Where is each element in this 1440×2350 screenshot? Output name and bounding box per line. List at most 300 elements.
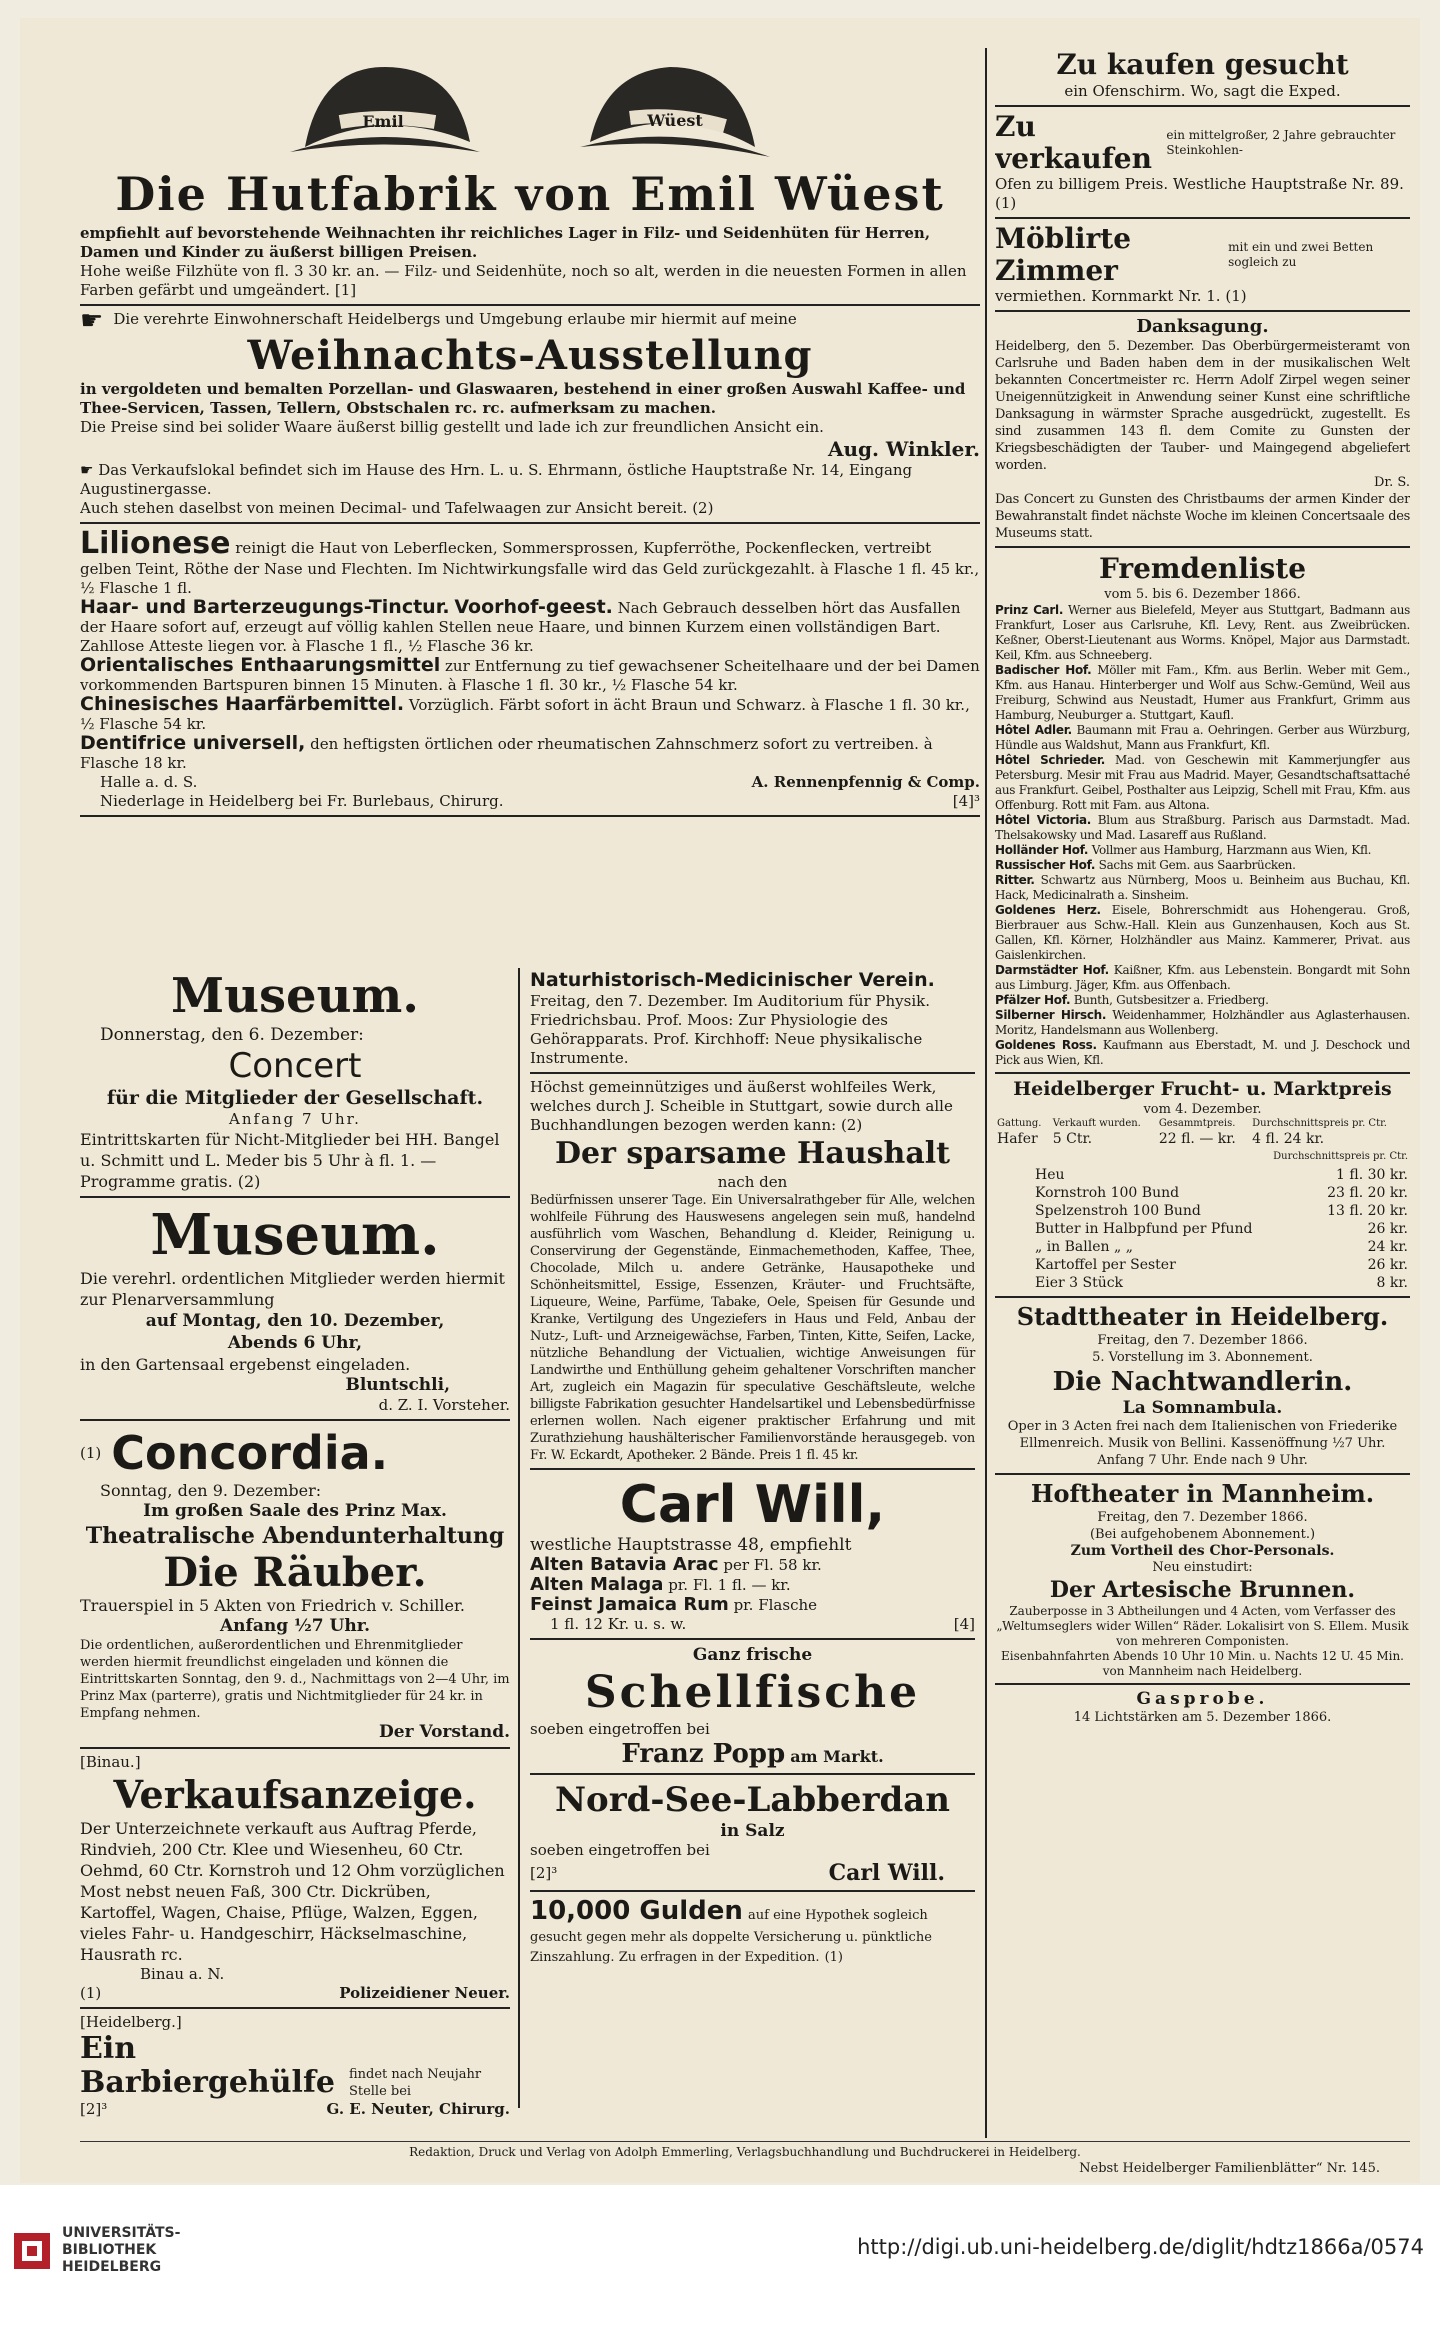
thanks-sig: Dr. S.	[1373, 475, 1410, 490]
rooms-body: vermiethen. Kornmarkt Nr. 1.	[995, 287, 1221, 305]
lilionese-text: reinigt die Haut von Leberflecken, Sommersprossen, Kupferröthe, Pockenflecken, vertreibt gelben Teint, Röthe der Nase und Flechten. Im Nichtwirkungsfalle wird das Geld zurückgezahlt. à Flasche 1 fl. 45 kr., ½ Flasche 1 fl.	[80, 539, 980, 597]
will-line1	[530, 1555, 975, 1575]
guest-hotel: Holländer Hof.	[995, 843, 1089, 857]
will-line4-row	[530, 1615, 975, 1634]
thanks-body: Heidelberg, den 5. Dezember. Das Oberbürgermeisteramt von Carlsruhe und Baden haben dem in der musikalischen Welt bekannten Concertmeister rc. Herrn Adolf Zirpel wegen seiner Uneigennützigkeit in Anwendung seiner Kunst eine schriftliche Danksagung in wärmster Sprache ausgedrückt, zugestellt. Es sind zusammen 143 fl. dem Comite zu Gunsten der Kriegsbeschädigten der Tauber- und Maingegend abgeliefert worden.	[995, 339, 1410, 473]
market-sub-row	[995, 1148, 1410, 1166]
market-cell: Heu	[1035, 1167, 1065, 1183]
market-cell: 26 kr.	[1367, 1221, 1408, 1237]
market-header: Durchschnittspreis pr. Ctr.	[1252, 1118, 1387, 1129]
rule	[80, 1196, 510, 1198]
rule	[995, 546, 1410, 548]
guest-text: Bunth, Gutsbesitzer a. Friedberg.	[1073, 993, 1269, 1007]
pointing-hand-icon: ☛	[80, 461, 99, 479]
haddock-pre: Ganz frische	[692, 1645, 813, 1665]
haddock-ad	[530, 1644, 975, 1769]
museum1-start: Anfang 7 Uhr.	[229, 1110, 361, 1128]
guest-entry	[995, 1038, 1410, 1068]
labberdan-ad	[530, 1779, 975, 1886]
guest-text: Kaißner, Kfm. aus Lebenstein. Bongardt mit Sohn aus Limburg. Jäger, Kfm. aus Offenbach.	[995, 963, 1410, 992]
hat-factory-mark: [1]	[334, 281, 357, 299]
rooms-mark: (1)	[1225, 287, 1247, 305]
museum2-place: in den Gartensaal ergebenst eingeladen.	[80, 1355, 411, 1374]
court-theatre-date: Freitag, den 7. Dezember 1866.	[1097, 1510, 1308, 1525]
subcolumn-b	[530, 968, 975, 1966]
market-sub-table	[995, 1166, 1410, 1292]
haar-row	[80, 598, 980, 656]
christmas-scales-text: Auch stehen daselbst von meinen Decimal- und Tafelwaagen zur Ansicht bereit.	[80, 499, 688, 517]
society-body: Freitag, den 7. Dezember. Im Auditorium für Physik. Friedrichsbau. Prof. Moos: Zur Physiologie des Gehörapparats. Prof. Kirchhoff: Neue physikalische Instrumente.	[530, 992, 931, 1067]
labberdan-arrived: soeben eingetroffen bei	[530, 1841, 710, 1859]
barber-place: [Heidelberg.]	[80, 2013, 182, 2031]
court-theatre-title: Hoftheater in Mannheim.	[1030, 1479, 1375, 1508]
household-nach: nach den	[717, 1173, 788, 1191]
market-cell: 24 kr.	[1367, 1239, 1408, 1255]
guest-hotel: Russischer Hof.	[995, 858, 1096, 872]
column-divider	[518, 968, 520, 2108]
rooms-body-row	[995, 287, 1410, 306]
rooms-ad	[995, 223, 1410, 306]
museum2-title: Museum.	[150, 1202, 440, 1268]
sale-body: Der Unterzeichnete verkauft aus Auftrag Pferde, Rindvieh, 200 Ctr. Klee und Wiesenheu, 60 Ctr. Oehmd, 60 Ctr. Kornstroh und 12 Ohm vorzüglichen Most nebst neuen Faß, 300 Ctr. Dickrüben, Kartoffel, Wagen, Chaise, Pflüge, Walzen, Eggen, vieles Fahr- u. Handgeschirr, Häckselmaschine, Hausrath rc.	[80, 1819, 505, 1964]
museum-concert-ad	[80, 968, 510, 1192]
gas-test	[995, 1689, 1410, 1726]
city-theatre-ad	[995, 1302, 1410, 1469]
cosmetics-mark: [4]³	[952, 792, 980, 810]
hat-right-image	[575, 52, 775, 162]
gas-title: Gasprobe.	[1136, 1689, 1269, 1709]
museum1-members: für die Mitglieder der Gesellschaft.	[106, 1087, 484, 1109]
rule	[995, 310, 1410, 312]
will-line2	[530, 1575, 975, 1595]
for-sale-mark: (1)	[995, 194, 1017, 212]
dentifrice-text: den heftigsten örtlichen oder rheumatischen Zahnschmerz sofort zu vertreiben. à Flasche 18 kr.	[80, 735, 933, 772]
museum1-title: Museum.	[171, 968, 419, 1024]
market-title: Heidelberger Frucht- u. Marktpreis	[1013, 1078, 1392, 1100]
sale-sig-row	[80, 1984, 510, 2003]
household-intro-text: Höchst gemeinnütziges und äußerst wohlfeiles Werk, welches durch J. Scheible in Stuttgart, sowie durch alle Buchhandlungen bezogen werden kann:	[530, 1078, 953, 1134]
market-row	[995, 1166, 1410, 1184]
barber-title: Ein Barbiergehülfe	[80, 2031, 335, 2100]
rule	[80, 2007, 510, 2009]
guest-hotel: Goldenes Ross.	[995, 1038, 1097, 1052]
wanted-ad	[995, 48, 1410, 101]
will-malaga: Alten Malaga	[530, 1574, 664, 1595]
market-cell: 13 fl. 20 kr.	[1327, 1203, 1408, 1219]
museum1-tickets	[80, 1129, 510, 1192]
sale-place: [Binau.]	[80, 1753, 141, 1771]
guest-text: Werner aus Bielefeld, Meyer aus Stuttgart, Badmann aus Frankfurt, Loser aus Carlsruhe, Kfl. Levy, Rent. aus Zweibrücken. Keßner, Oberst-Lieutenant aus Worms. Knöpel, Major aus Darmstadt. Keil, Kfm. aus Schneeberg.	[995, 603, 1410, 662]
for-sale-ad	[995, 111, 1410, 213]
hat-factory-body: empfiehlt auf bevorstehende Weihnachten ihr reichliches Lager in Filz- und Seidenhüten für Herren, Damen und Kinder zu äußerst billigen Preisen.	[80, 224, 931, 261]
library-line1: UNIVERSITÄTS-	[62, 2225, 181, 2241]
labberdan-seller: Carl Will.	[828, 1860, 945, 1886]
rule	[530, 1773, 975, 1775]
christmas-intro-row	[80, 306, 980, 336]
market-header: Verkauft wurden.	[1052, 1118, 1141, 1129]
will-rum: Feinst Jamaica Rum	[530, 1594, 729, 1615]
market-cell: „ in Ballen „ „	[1035, 1239, 1133, 1255]
for-sale-body-row	[995, 175, 1410, 213]
market-prices	[995, 1078, 1410, 1292]
viewer-footer	[0, 2185, 1440, 2350]
market-row	[995, 1238, 1410, 1256]
guest-entry	[995, 858, 1410, 873]
museum1-date: Donnerstag, den 6. Dezember:	[100, 1025, 364, 1045]
city-theatre-title: Stadttheater in Heidelberg.	[1016, 1302, 1389, 1331]
guest-hotel: Hôtel Adler.	[995, 723, 1072, 737]
concordia-date: Sonntag, den 9. Dezember:	[100, 1481, 322, 1500]
market-date: vom 4. Dezember.	[1143, 1102, 1262, 1117]
haar-name: Haar- und Barterzeugungs-Tinctur.	[80, 596, 450, 618]
guest-text: Sachs mit Gem. aus Saarbrücken.	[1098, 858, 1296, 872]
carl-will-ad	[530, 1474, 975, 1634]
market-cell: Kornstroh 100 Bund	[1035, 1185, 1180, 1201]
hat-left-image	[285, 52, 485, 162]
sale-town: Binau a. N.	[140, 1965, 225, 1983]
dentifrice-name: Dentifrice universell,	[80, 732, 306, 754]
city-theatre-play2: La Somnambula.	[1122, 1398, 1283, 1418]
market-cell: Butter in Halbpfund per Pfund	[1035, 1221, 1253, 1237]
court-theatre-rail: Eisenbahnfahrten Abends 10 Uhr 10 Min. u. Nachts 12 U. 45 Min. von Mannheim nach Heidelberg.	[1000, 1649, 1404, 1678]
market-header: Gattung.	[997, 1118, 1042, 1129]
gas-text: 14 Lichtstärken am 5. Dezember 1866.	[1073, 1710, 1332, 1725]
hat-factory-line2	[80, 262, 980, 300]
guest-hotel: Badischer Hof.	[995, 663, 1092, 677]
guest-entry	[995, 843, 1410, 858]
will-arac-price: per Fl. 58 kr.	[723, 1556, 822, 1574]
guest-text: Vollmer aus Hamburg, Harzmann aus Wien, Kfl.	[1091, 843, 1372, 857]
pointing-hand-icon: ☛	[80, 306, 104, 336]
cosmetics-firm: A. Rennenpfennig & Comp.	[751, 773, 980, 791]
guest-text: Kaufmann aus Eberstadt, M. und J. Deschock und Pick aus Wien, Kfl.	[995, 1038, 1410, 1067]
mortgage-ad	[530, 1896, 975, 1966]
guest-entries	[995, 603, 1410, 1068]
will-arac: Alten Batavia Arac	[530, 1554, 719, 1575]
market-row	[995, 1256, 1410, 1274]
left-wide-column	[80, 48, 980, 2133]
guest-text: Schwartz aus Nürnberg, Moos u. Beinheim aus Buchau, Kfl. Hack, Medicinalrath a. Sinsheim.	[995, 873, 1410, 902]
museum2-date: auf Montag, den 10. Dezember,	[145, 1311, 445, 1331]
rule	[530, 1638, 975, 1640]
rule	[995, 1683, 1410, 1685]
thanks-notice	[995, 316, 1410, 542]
mortgage-mark: (1)	[824, 1950, 844, 1965]
market-header: Gesammtpreis.	[1158, 1118, 1236, 1129]
museum-assembly-ad	[80, 1202, 510, 1415]
rule	[995, 1473, 1410, 1475]
labberdan-sig-row	[530, 1860, 975, 1886]
city-theatre-play: Die Nachtwandlerin.	[1052, 1367, 1353, 1397]
christmas-shop-text: Das Verkaufslokal befindet sich im Hause des Hrn. L. u. S. Ehrmann, östliche Hauptstraße Nr. 14, Eingang Augustinergasse.	[80, 461, 913, 498]
christmas-title: Weihnachts-Ausstellung	[247, 332, 813, 379]
guest-hotel: Hôtel Victoria.	[995, 813, 1092, 827]
library-line2: BIBLIOTHEK	[62, 2242, 157, 2258]
guest-entry	[995, 603, 1410, 663]
sale-title: Verkaufsanzeige.	[113, 1772, 477, 1817]
will-mark: [4]	[953, 1615, 975, 1633]
cosmetics-ad	[80, 528, 980, 811]
market-row	[995, 1202, 1410, 1220]
for-sale-side: ein mittelgroßer, 2 Jahre gebrauchter Steinkohlen-	[1166, 128, 1396, 157]
concordia-desc: Trauerspiel in 5 Akten von Friedrich v. Schiller.	[80, 1596, 465, 1615]
will-malaga-price: pr. Fl. 1 fl. — kr.	[668, 1576, 791, 1594]
guest-entry	[995, 723, 1410, 753]
will-title: Carl Will,	[619, 1475, 886, 1535]
cosmetics-niederlage: Niederlage in Heidelberg bei Fr. Burlebaus, Chirurg.	[100, 792, 504, 810]
museum2-sig: Bluntschli,	[345, 1375, 450, 1395]
will-rum-price: pr. Flasche	[733, 1596, 818, 1614]
museum2-sig2: d. Z. I. Vorsteher.	[378, 1396, 510, 1414]
christmas-mark: (2)	[692, 499, 714, 517]
christmas-body: in vergoldeten und bemalten Porzellan- und Glaswaaren, bestehend in einer großen Auswahl Kaffee- und Thee-Servicen, Tassen, Tellern, Obstschalen rc. rc. aufmerksam zu machen.	[80, 380, 966, 417]
market-row	[995, 1130, 1410, 1148]
orient-name: Orientalisches Enthaarungsmittel	[80, 654, 441, 676]
source-url[interactable]: http://digi.ub.uni-heidelberg.de/diglit/hdtz1866a/0574	[857, 2235, 1424, 2259]
concordia-body: Die ordentlichen, außerordentlichen und Ehrenmitglieder werden hiermit freundlichst eingeladen und können die Eintrittskarten Sonntag, den 9. d., Nachmittags von 2—4 Uhr, im Prinz Max (parterre), gratis und Nichtmitglieder für 24 kr. in Empfang nehmen.	[80, 1638, 510, 1721]
market-cell: 8 kr.	[1376, 1275, 1408, 1291]
will-line3	[530, 1595, 975, 1615]
library-logo	[12, 2225, 180, 2276]
guest-hotel: Goldenes Herz.	[995, 903, 1101, 917]
haddock-seller: Franz Popp	[621, 1739, 786, 1769]
orient-row	[80, 656, 980, 695]
rule	[530, 1890, 975, 1892]
christmas-prices: Die Preise sind bei solider Waare äußerst billig gestellt und lade ich zur freundlichen Ansicht ein.	[80, 418, 824, 436]
market-cell: Hafer	[997, 1131, 1038, 1147]
rooms-side: mit ein und zwei Betten sogleich zu	[1228, 240, 1374, 269]
library-name	[62, 2225, 180, 2276]
guest-text: Blum aus Straßburg. Parisch aus Darmstadt. Mad. Thelsakowsky und Mad. Lasareff aus Rußland.	[995, 813, 1410, 842]
wanted-body: ein Ofenschirm. Wo, sagt die Exped.	[1064, 82, 1341, 100]
guest-hotel: Pfälzer Hof.	[995, 993, 1071, 1007]
hat-illustrations	[80, 52, 980, 162]
court-theatre-desc: Zauberposse in 3 Abtheilungen und 4 Acten, vom Verfasser des „Weltumseglers wider Willen“ Räder. Lokalisirt von S. Ellem. Musik von mehreren Componisten.	[996, 1604, 1409, 1648]
guest-list-title: Fremdenliste	[1098, 552, 1307, 585]
thanks-title: Danksagung.	[1136, 316, 1269, 337]
rule	[80, 1747, 510, 1749]
right-column	[995, 48, 1410, 2133]
christmas-exhibition-ad	[80, 306, 980, 518]
newspaper-page	[20, 18, 1420, 2183]
guest-text: Mad. von Geschewin mit Kammerjungfer aus Petersburg. Mesir mit Frau aus Madrid. Mayer, Gesandtschaftsattaché aus Frankfurt. Geibel, Posthalter aus Leipzig, Schell mit Frau, Kfm. aus Offenburg. Rott mit Fam. aus Altona.	[995, 753, 1410, 812]
chines-text: Vorzüglich. Färbt sofort in ächt Braun und Schwarz. à Flasche 1 fl. 30 kr., ½ Flasche 54 kr.	[80, 696, 970, 733]
guest-entry	[995, 1008, 1410, 1038]
labberdan-mark: [2]³	[530, 1863, 558, 1882]
for-sale-title-row	[995, 111, 1410, 175]
concordia-event: Theatralische Abendunterhaltung	[85, 1523, 505, 1549]
barber-ad	[80, 2013, 510, 2119]
imprint	[80, 2138, 1410, 2177]
mortgage-row	[530, 1896, 975, 1966]
hat-factory-ad	[80, 52, 980, 300]
thanks-concert: Das Concert zu Gunsten des Christbaums der armen Kinder der Bewahranstalt findet nächste Woche im kleinen Concertsaale des Museums statt.	[995, 492, 1410, 541]
guest-list-dates: vom 5. bis 6. Dezember 1866.	[1104, 587, 1301, 602]
guest-entry	[995, 813, 1410, 843]
will-address: westliche Hauptstrasse 48, empfiehlt	[530, 1535, 852, 1555]
concordia-title: Concordia.	[111, 1426, 389, 1480]
market-cell: Spelzenstroh 100 Bund	[1035, 1203, 1201, 1219]
cosmetics-halle: Halle a. d. S.	[100, 773, 198, 791]
guest-hotel: Prinz Carl.	[995, 603, 1064, 617]
cosmetics-niederlage-row	[80, 792, 980, 811]
rule	[995, 1296, 1410, 1298]
museum2-intro: Die verehrl. ordentlichen Mitglieder werden hiermit zur Plenarversammlung	[80, 1269, 505, 1309]
will-line4: 1 fl. 12 Kr. u. s. w.	[550, 1615, 687, 1633]
chines-row	[80, 695, 980, 734]
supplement-text: Nebst Heidelberger Familienblätter“ Nr. 145.	[1079, 2161, 1380, 2176]
market-cell: 23 fl. 20 kr.	[1327, 1185, 1408, 1201]
market-cell: 22 fl. — kr.	[1158, 1131, 1236, 1147]
market-sub: Durchschnittspreis pr. Ctr.	[1273, 1151, 1408, 1162]
guest-entry	[995, 753, 1410, 813]
guest-text: Möller mit Fam., Kfm. aus Berlin. Weber mit Gem., Kfm. aus Hanau. Hinterberger und Wolf aus Schw.-Gemünd, Weil aus Freiburg, Schwind aus Neustadt, Humer aus Frankfurt, Grimm aus Hamburg, Neuburger a. Stuttgart, Kaufl.	[995, 663, 1410, 722]
household-book-ad	[530, 1078, 975, 1464]
rule	[530, 1072, 975, 1074]
christmas-scales	[80, 499, 980, 518]
market-cell: 26 kr.	[1367, 1257, 1408, 1273]
barber-text: findet nach Neujahr Stelle bei	[348, 2067, 482, 2099]
city-theatre-date: Freitag, den 7. Dezember 1866.	[1097, 1333, 1308, 1348]
household-title: Der sparsame Haushalt	[554, 1136, 951, 1171]
lilionese-row	[80, 528, 980, 598]
court-theatre-neu: Neu einstudirt:	[1152, 1560, 1253, 1575]
subcolumn-a	[80, 968, 510, 2119]
sale-mark: (1)	[80, 1984, 102, 2002]
concordia-mark: (1)	[80, 1443, 102, 1462]
market-cell: 4 fl. 24 kr.	[1252, 1131, 1325, 1147]
household-intro	[530, 1078, 975, 1135]
concordia-place: Im großen Saale des Prinz Max.	[143, 1501, 447, 1521]
hat-factory-title: Die Hutfabrik von Emil Wüest	[115, 167, 945, 221]
guest-hotel: Hôtel Schrieder.	[995, 753, 1106, 767]
christmas-intro: Die verehrte Einwohnerschaft Heidelbergs und Umgebung erlaube mir hiermit auf meine	[113, 310, 797, 328]
household-body: Bedürfnissen unserer Tage. Ein Universalrathgeber für Alle, welchen wohlfeile Führung des Hauswesens angelegen sein muß, handelnd ausführlich vom Waschen, Behandlung d. Kleider, Reinigung u. Conservirung der Gegenstände, Einmachemethoden, Kaffee, Thee, Chocolade, Milch u. andere Getränke, Hausapotheke und Schönheitsmittel, Essige, Essenzen, Kräuter- und Fruchtsäfte, Liqueure, Weine, Parfüme, Tabake, Oele, Speisen für Gesunde und Kranke, Vertilgung des Ungeziefers in Haus und Feld, Anbau der Nutz-, Luft- und Arzneigewächse, Farben, Tinten, Kitte, Seifen, Lacke, nützliche Behandlung der Victualien, wichtige Anweisungen für Landwirthe und Enthüllung geheim gehaltener Vorschriften mancher Art, zugleich ein Magazin für speculative Geschäftsleute, welche billigste Fabrikation gesuchter Handelsartikel und Lebensbedürfnisse erlernen wollen. Nach eigener praktischer Erfahrung und mit Zurathziehung haushälterischer Familienvorstände herausgegeb. von Fr. W. Eckardt, Apotheker. 2 Bände. Preis 1 fl. 45 kr.	[530, 1193, 975, 1463]
cosmetics-firm-row	[80, 773, 980, 792]
market-row	[995, 1274, 1410, 1292]
haddock-arrived: soeben eingetroffen bei	[530, 1720, 710, 1738]
rule	[995, 105, 1410, 107]
market-cell: 5 Ctr.	[1052, 1131, 1093, 1147]
barber-sig: G. E. Neuter, Chirurg.	[326, 2100, 510, 2118]
vorhof-name: Voorhof-geest.	[454, 596, 613, 618]
museum2-time: Abends 6 Uhr,	[227, 1333, 363, 1353]
hat-label-emil: Emil	[362, 112, 404, 131]
mortgage-amount: 10,000 Gulden	[530, 1896, 743, 1926]
market-cell: Kartoffel per Sester	[1035, 1257, 1176, 1273]
rule	[80, 2141, 1410, 2142]
sale-sig: Polizeidiener Neuer.	[339, 1984, 510, 2002]
rule	[995, 1072, 1410, 1074]
market-table	[995, 1118, 1410, 1166]
concordia-ad	[80, 1425, 510, 1743]
guest-entry	[995, 993, 1410, 1008]
court-theatre-benefit: Zum Vortheil des Chor-Personals.	[1070, 1543, 1335, 1559]
rule	[995, 217, 1410, 219]
dentifrice-row	[80, 734, 980, 773]
page-content	[80, 48, 1410, 2176]
market-cell: Eier 3 Stück	[1035, 1275, 1124, 1291]
court-theatre-play: Der Artesische Brunnen.	[1049, 1577, 1356, 1603]
wanted-title: Zu kaufen gesucht	[1056, 48, 1349, 81]
guest-hotel: Ritter.	[995, 873, 1035, 887]
science-society-ad	[530, 968, 975, 1068]
rooms-title-row	[995, 223, 1410, 287]
concordia-play: Die Räuber.	[163, 1549, 427, 1596]
imprint-text: Redaktion, Druck und Verlag von Adolph Emmerling, Verlagsbuchhandlung und Buchdruckerei in Heidelberg.	[409, 2145, 1081, 2159]
sale-ad	[80, 1753, 510, 2003]
museum1-concert: Concert	[228, 1046, 362, 1086]
for-sale-title: Zu verkaufen	[995, 110, 1152, 175]
household-mark: (2)	[840, 1116, 863, 1134]
rule	[80, 522, 980, 524]
lilionese-name: Lilionese	[80, 526, 231, 561]
concordia-sig: Der Vorstand.	[379, 1722, 510, 1742]
lower-left-area	[80, 968, 980, 2133]
hat-label-wuest: Wüest	[647, 111, 703, 130]
barber-title-row	[80, 2032, 510, 2100]
rule	[80, 815, 980, 817]
barber-mark: [2]³	[80, 2100, 108, 2118]
rule	[80, 1419, 510, 1421]
library-line3: HEIDELBERG	[62, 2259, 162, 2275]
main-column-divider	[985, 48, 987, 2138]
guest-hotel: Silberner Hirsch.	[995, 1008, 1107, 1022]
mortgage-text: auf eine Hypothek sogleich gesucht gegen mehr als doppelte Versicherung u. pünktliche Zinszahlung. Zu erfragen in der Expedition.	[530, 1908, 932, 1965]
guest-list	[995, 552, 1410, 1068]
orient-text: zur Entfernung zu tief gewachsener Scheitelhaare und der bei Damen vorkommenden Bartspuren binnen 15 Minuten. à Flasche 1 fl. 30 kr., ½ Flasche 54 kr.	[80, 657, 980, 694]
court-theatre-sub: (Bei aufgehobenem Abonnement.)	[1089, 1527, 1316, 1542]
museum1-tickets-text: Eintrittskarten für Nicht-Mitglieder bei HH. Bangel u. Schmitt und L. Meder bis 5 Uhr à fl. 1. — Programme gratis.	[80, 1130, 500, 1191]
rule	[80, 304, 980, 306]
concordia-title-row	[80, 1425, 510, 1481]
labberdan-salz: in Salz	[720, 1821, 785, 1841]
society-title: Naturhistorisch-Medicinischer Verein.	[530, 969, 935, 991]
rule	[530, 1468, 975, 1470]
guest-hotel: Darmstädter Hof.	[995, 963, 1109, 977]
market-row	[995, 1184, 1410, 1202]
christmas-shop	[80, 461, 980, 499]
rooms-title: Möblirte Zimmer	[995, 222, 1132, 287]
market-row	[995, 1220, 1410, 1238]
guest-text: Eisele, Bohrerschmidt aus Hohengerau. Groß, Bierbrauer aus Schw.-Hall. Klein aus Gunzenhausen, Koch aus St. Gallen, Kfl. Körner, Holzhändler aus Mainz. Kammerer, Privat. aus Gaislenkirchen.	[995, 903, 1410, 962]
hat-factory-line2-text: Hohe weiße Filzhüte von fl. 3 30 kr. an. — Filz- und Seidenhüte, noch so alt, werden in die neuesten Formen in allen Farben gefärbt und umgeändert.	[80, 262, 967, 299]
court-theatre-ad	[995, 1479, 1410, 1679]
haar-text: Nach Gebrauch desselben hört das Ausfallen der Haare sofort auf, erzeugt auf völlig kahlen Stellen neue Haare, und binnen Kurzem einen vollständigen Bart. Zahllose Atteste liegen vor. à Flasche 1 fl., ½ Flasche 36 kr.	[80, 599, 961, 655]
haddock-seller-row	[530, 1739, 975, 1769]
concordia-start: Anfang ½7 Uhr.	[219, 1616, 371, 1636]
for-sale-body: Ofen zu billigem Preis. Westliche Hauptstraße Nr. 89.	[995, 175, 1404, 193]
haddock-title: Schellfische	[584, 1667, 921, 1718]
market-header-row	[995, 1118, 1410, 1130]
labberdan-title: Nord-See-Labberdan	[554, 1780, 951, 1820]
guest-entry	[995, 873, 1410, 903]
market-cell: 1 fl. 30 kr.	[1336, 1167, 1408, 1183]
guest-entry	[995, 663, 1410, 723]
haddock-market: am Markt.	[790, 1747, 884, 1766]
guest-text: Baumann mit Frau a. Oehringen. Gerber aus Würzburg, Hündle aus Waldshut, Mann aus Frankfurt, Kfl.	[995, 723, 1410, 752]
guest-entry	[995, 903, 1410, 963]
guest-text: Weidenhammer, Holzhändler aus Aglasterhausen. Moritz, Handelsmann aus Wollenberg.	[995, 1008, 1410, 1037]
library-seal-icon	[12, 2231, 52, 2271]
christmas-signer: Aug. Winkler.	[827, 437, 980, 461]
city-theatre-desc: Oper in 3 Acten frei nach dem Italienischen von Friederike Ellmenreich. Musik von Bellini. Kassenöffnung ½7 Uhr. Anfang 7 Uhr. Ende nach 9 Uhr.	[1007, 1419, 1398, 1468]
chines-name: Chinesisches Haarfärbemittel.	[80, 693, 405, 715]
city-theatre-sub: 5. Vorstellung im 3. Abonnement.	[1092, 1350, 1313, 1365]
guest-entry	[995, 963, 1410, 993]
museum1-mark: (2)	[237, 1172, 261, 1191]
barber-sig-row	[80, 2100, 510, 2119]
